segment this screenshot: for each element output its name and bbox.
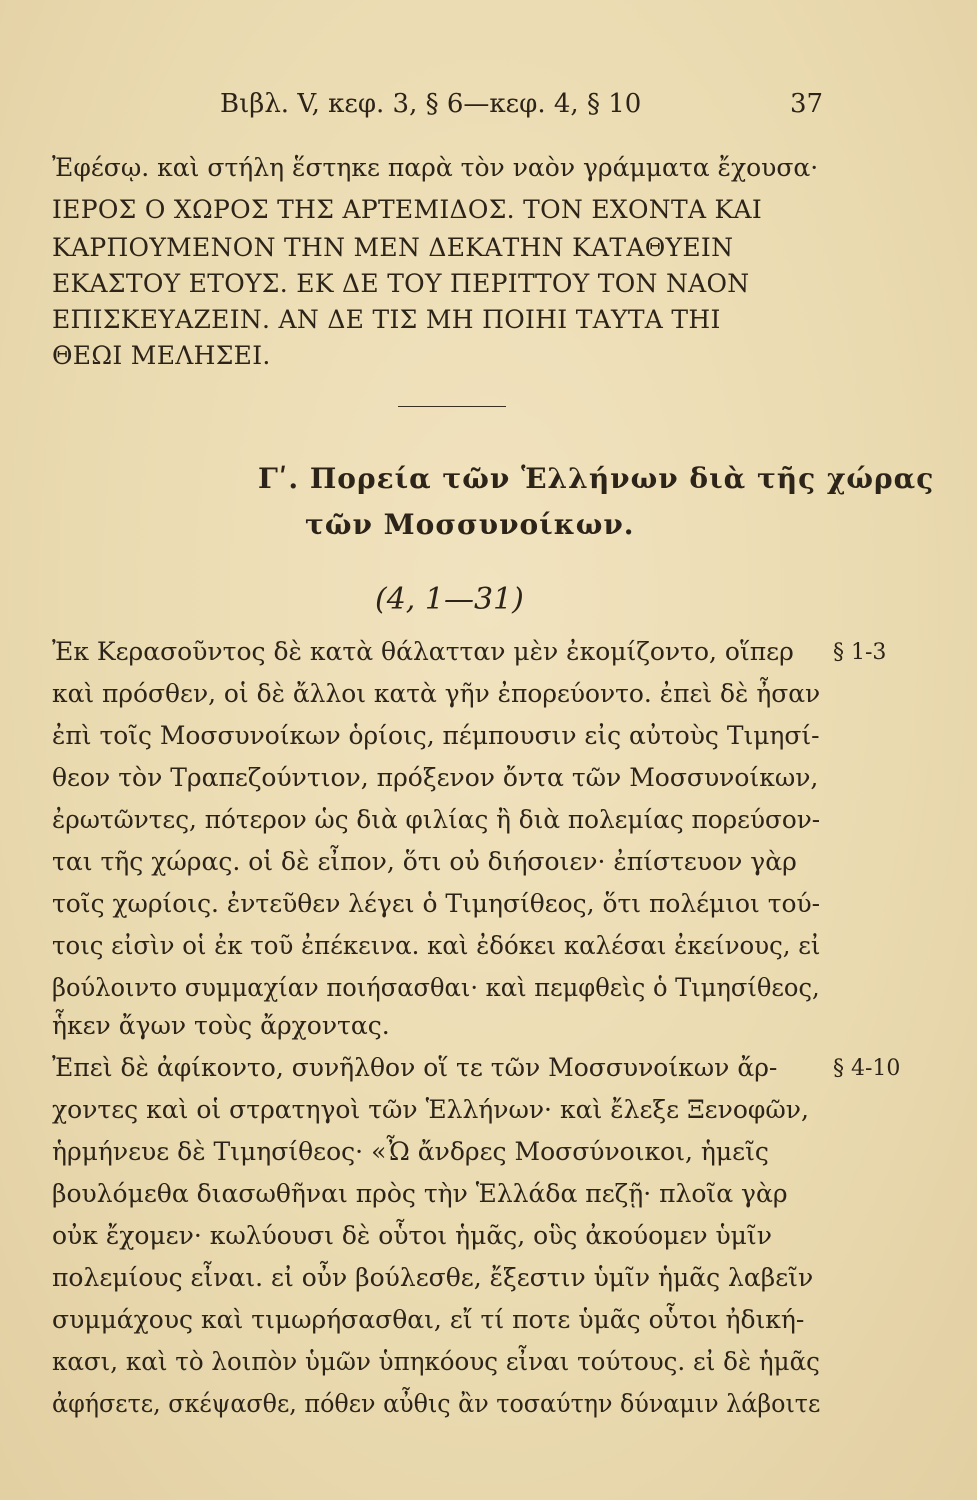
paragraph-line: χοντες καὶ οἱ στρατηγοὶ τῶν Ἑλλήνων· καὶ ἔλεξε Ξενοφῶν, xyxy=(52,1095,809,1124)
inscription-line: ΙΕΡΟΣ Ο ΧΩΡΟΣ ΤΗΣ ΑΡΤΕΜΙΔΟΣ. ΤΟΝ ΕΧΟΝΤΑ ΚΑΙ xyxy=(52,195,763,224)
paragraph-line: βουλόμεθα διασωθῆναι πρὸς τὴν Ἑλλάδα πεζῇ· πλοῖα γὰρ xyxy=(52,1179,788,1208)
paragraph-line: ἐπὶ τοῖς Μοσσυνοίκων ὁρίοις, πέμπουσιν εἰς αὐτοὺς Τιμησί- xyxy=(52,721,820,750)
paragraph-line: πολεμίους εἶναι. εἰ οὖν βούλεσθε, ἔξεστιν ὑμῖν ἡμᾶς λαβεῖν xyxy=(52,1263,814,1292)
paragraph-line: Ἐπεὶ δὲ ἀφίκοντο, συνῆλθον οἵ τε τῶν Μοσσυνοίκων ἄρ- xyxy=(52,1053,778,1082)
paragraph-line: βούλοιντο συμμαχίαν ποιήσασθαι· καὶ πεμφθεὶς ὁ Τιμησίθεος, xyxy=(52,973,820,1002)
paragraph-line: θεον τὸν Τραπεζούντιον, πρόξενον ὄντα τῶν Μοσσυνοίκων, xyxy=(52,763,819,792)
paragraph-line: ται τῆς χώρας. οἱ δὲ εἶπον, ὅτι οὐ διήσοιεν· ἐπίστευον γὰρ xyxy=(52,847,797,876)
section-heading: Γʹ. Πορεία τῶν Ἑλλήνων διὰ τῆς χώρας xyxy=(258,462,935,495)
paragraph-line: Ἐκ Κερασοῦντος δὲ κατὰ θάλατταν μὲν ἐκομίζοντο, οἵπερ xyxy=(52,637,794,666)
margin-note: § 1-3 xyxy=(833,640,887,665)
paragraph-line: καὶ πρόσθεν, οἱ δὲ ἄλλοι κατὰ γῆν ἐπορεύοντο. ἐπεὶ δὲ ἦσαν xyxy=(52,679,821,708)
section-heading-continued: τῶν Μοσσυνοίκων. xyxy=(305,508,635,541)
paragraph-line: τοῖς χωρίοις. ἐντεῦθεν λέγει ὁ Τιμησίθεος, ὅτι πολέμιοι τού- xyxy=(52,889,821,918)
paragraph-line: συμμάχους καὶ τιμωρήσασθαι, εἴ τί ποτε ὑμᾶς οὗτοι ἠδική- xyxy=(52,1305,805,1334)
margin-note: § 4-10 xyxy=(833,1056,901,1081)
paragraph-line: ἐρωτῶντες, πότερον ὡς διὰ φιλίας ἢ διὰ πολεμίας πορεύσον- xyxy=(52,805,821,834)
paragraph-line: κασι, καὶ τὸ λοιπὸν ὑμῶν ὑπηκόους εἶναι τούτους. εἰ δὲ ἡμᾶς xyxy=(52,1347,820,1376)
inscription-intro: Ἐφέσῳ. καὶ στήλη ἕστηκε παρὰ τὸν ναὸν γράμματα ἔχουσα· xyxy=(52,153,819,182)
paragraph-line: ἀφήσετε, σκέψασθε, πόθεν αὖθις ἂν τοσαύτην δύναμιν λάβοιτε xyxy=(52,1389,821,1418)
chapter-reference: (4, 1—31) xyxy=(375,582,524,617)
paragraph-line: ἧκεν ἄγων τοὺς ἄρχοντας. xyxy=(52,1011,390,1040)
page-number: 37 xyxy=(790,89,824,119)
inscription-line: ΕΚΑΣΤΟΥ ΕΤΟΥΣ. ΕΚ ΔΕ ΤΟΥ ΠΕΡΙΤΤΟΥ ΤΟΝ ΝΑΟΝ xyxy=(52,269,750,298)
paragraph-line: ἡρμήνευε δὲ Τιμησίθεος· «Ὦ ἄνδρες Μοσσύνοικοι, ἡμεῖς xyxy=(52,1137,769,1166)
paragraph-line: τοις εἰσὶν οἱ ἐκ τοῦ ἐπέκεινα. καὶ ἐδόκει καλέσαι ἐκείνους, εἰ xyxy=(52,931,821,960)
inscription-line: ΕΠΙΣΚΕΥΑΖΕΙΝ. ΑΝ ΔΕ ΤΙΣ ΜΗ ΠΟΙΗΙ ΤΑΥΤΑ ΤΗΙ xyxy=(52,305,721,334)
inscription-line: ΘΕΩΙ ΜΕΛΗΣΕΙ. xyxy=(52,341,271,370)
section-divider xyxy=(398,406,506,407)
running-head: Βιβλ. V, κεφ. 3, § 6—κεφ. 4, § 10 xyxy=(220,89,642,119)
paragraph-line: οὐκ ἔχομεν· κωλύουσι δὲ οὗτοι ἡμᾶς, οὓς ἀκούομεν ὑμῖν xyxy=(52,1221,772,1250)
inscription-line: ΚΑΡΠΟΥΜΕΝΟΝ ΤΗΝ ΜΕΝ ΔΕΚΑΤΗΝ ΚΑΤΑΘΥΕΙΝ xyxy=(52,233,734,262)
